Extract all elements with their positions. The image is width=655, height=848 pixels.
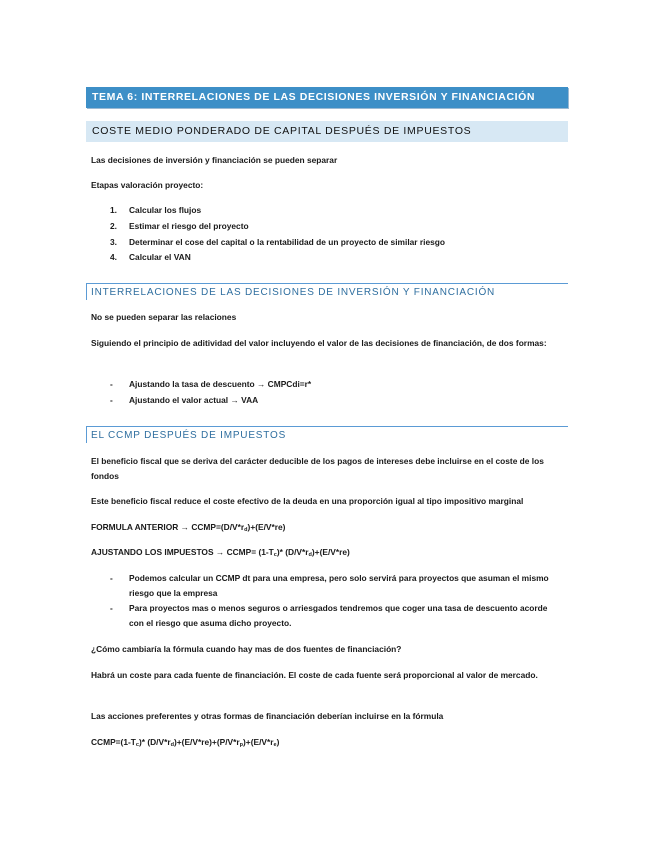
list-item: 3. Determinar el cose del capital o la rentabilidad de un proyecto de similar riesgo [110, 237, 446, 247]
list-item: 1. Calcular los flujos [110, 205, 202, 215]
paragraph: Las decisiones de inversión y financiación se pueden separar [91, 155, 338, 165]
heading-1: TEMA 6: INTERRELACIONES DE LAS DECISIONES INVERSIÓN Y FINANCIACIÓN [86, 87, 568, 108]
paragraph: ¿Cómo cambiaría la fórmula cuando hay mas de dos fuentes de financiación? [91, 644, 402, 654]
formula: AJUSTANDO LOS IMPUESTOS → CCMP= $(1-T_c)*$ $(D/V*r_d)+(E/V*re)$ [91, 547, 350, 558]
heading-3: EL CCMP DESPUÉS DE IMPUESTOS [86, 426, 568, 443]
list-item: 2. Estimar el riesgo del proyecto [110, 221, 249, 231]
heading-2: COSTE MEDIO PONDERADO DE CAPITAL DESPUÉS DE IMPUESTOS [86, 121, 568, 142]
paragraph: Habrá un coste para cada fuente de financiación. El coste de cada fuente será proporcional al valor de mercado. [91, 670, 538, 680]
list-item: - Podemos calcular un CCMP dt para una empresa, pero solo servirá para proyectos que asuman el mismo riesgo que la empresa [110, 573, 549, 598]
paragraph: Las acciones preferentes y otras formas de financiación deberían incluirse en la fórmula [91, 711, 444, 721]
formula: FORMULA ANTERIOR → $CCMP=(D/V*r_d)+(E/V*re)$ [91, 522, 286, 533]
list-item: - Ajustando la tasa de descuento → CMPCdi=r* [110, 379, 312, 389]
list-item: - Para proyectos mas o menos seguros o arriesgados tendremos que coger una tasa de descuento acorde con el riesgo que asuma dicho proyecto. [110, 603, 548, 628]
paragraph: No se pueden separar las relaciones [91, 312, 237, 322]
paragraph: Este beneficio fiscal reduce el coste efectivo de la deuda en una proporción igual al tipo impositivo marginal [91, 496, 524, 506]
formula: $CCMP=(1-T_c)*$ $(D/V*r_d)+(E/V*re)+(P/V*r_p)+(E/V*r_e)$ [91, 737, 280, 748]
heading-3: INTERRELACIONES DE LAS DECISIONES DE INVERSIÓN Y FINANCIACIÓN [86, 283, 568, 300]
paragraph: Siguiendo el principio de aditividad del valor incluyendo el valor de las decisiones de financiación, de dos formas: [91, 338, 547, 348]
paragraph: Etapas valoración proyecto: [91, 180, 204, 190]
list-item: - Ajustando el valor actual → VAA [110, 395, 259, 405]
paragraph: El beneficio fiscal que se deriva del carácter deducible de los pagos de intereses debe incluirse en el coste de los fondos [91, 456, 544, 481]
list-item: 4. Calcular el VAN [110, 252, 191, 262]
